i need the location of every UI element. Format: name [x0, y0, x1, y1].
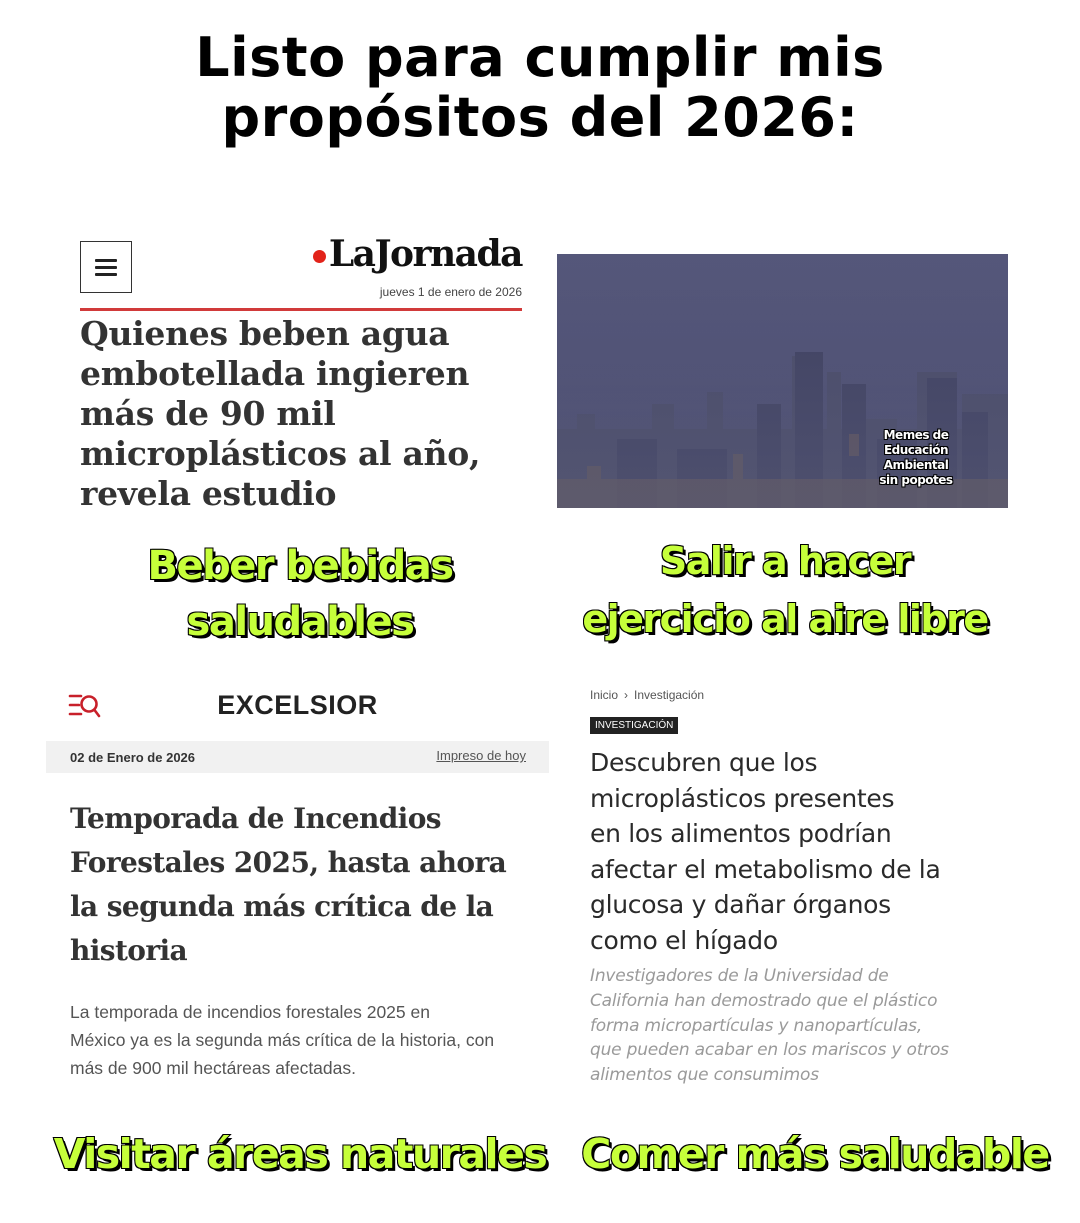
excelsior-date: 02 de Enero de 2026 — [70, 750, 196, 765]
subheadline-line: alimentos que consumimos — [590, 1065, 819, 1086]
caption-beber-bebidas — [80, 538, 520, 650]
subheadline-line: Investigadores de la Universidad de — [590, 966, 889, 986]
watermark-line: Ambiental — [883, 458, 949, 472]
lajornada-logo-dot-icon — [313, 250, 326, 263]
headline-line: Temporada de Incendios — [70, 802, 441, 835]
summary-line: más de 900 mil hectáreas afectadas. — [70, 1058, 356, 1078]
summary-line: La temporada de incendios forestales 2025 en — [70, 1002, 430, 1022]
subheadline-line: que pueden acabar en los mariscos y otros — [590, 1040, 949, 1061]
lajornada-date: jueves 1 de enero de 2026 — [379, 285, 522, 299]
impreso-de-hoy-link[interactable]: Impreso de hoy — [436, 748, 526, 763]
subheadline-line: forma micropartículas y nanopartículas, — [590, 1015, 923, 1036]
caption-visitar-areas: Visitar áreas naturales — [53, 1130, 547, 1178]
watermark-line: sin popotes — [879, 473, 953, 487]
breadcrumb — [590, 688, 704, 702]
main-title-line-1: Listo para cumplir mis — [195, 26, 885, 89]
headline-line: Forestales 2025, hasta ahora — [70, 846, 507, 879]
excelsior-logo[interactable]: EXCELSIOR — [217, 690, 378, 720]
caption-salir-ejercicio — [580, 532, 990, 648]
headline-line: más de 90 mil — [80, 394, 336, 433]
lajornada-logo-text: LaJornada — [328, 233, 522, 275]
caption-line: Beber bebidas — [147, 543, 453, 589]
watermark-line: Educación — [883, 443, 949, 457]
headline-line: como el hígado — [590, 925, 778, 955]
headline-line: en los alimentos podrían — [590, 819, 892, 848]
headline-line: embotellada ingieren — [80, 354, 470, 393]
headline-line: microplásticos presentes — [590, 783, 895, 813]
caption-line: saludables — [186, 599, 414, 645]
headline-line: Descubren que los — [590, 748, 818, 777]
caption-line: Salir a hacer — [659, 539, 911, 583]
excelsior-icon-graphic — [68, 692, 102, 720]
breadcrumb-section-link[interactable]: Investigación — [634, 688, 705, 702]
headline-line: microplásticos al año, — [80, 434, 481, 473]
lajornada-divider — [80, 308, 522, 311]
subheadline-line: California han demostrado que el plástico — [590, 990, 938, 1011]
investigacion-headline[interactable] — [590, 745, 1010, 958]
headline-line: Quienes beben agua — [80, 314, 450, 353]
lajornada-logo[interactable] — [300, 232, 522, 276]
excelsior-menu-search-icon[interactable] — [68, 692, 102, 720]
hamburger-icon-bar — [95, 259, 117, 262]
investigacion-subheadline — [590, 964, 1010, 1088]
excelsior-headline[interactable] — [70, 797, 540, 973]
hamburger-icon-bar — [95, 266, 117, 269]
headline-line: glucosa y dañar órganos — [590, 890, 891, 919]
headline-line: historia — [70, 934, 188, 967]
main-title-line-2: propósitos del 2026: — [221, 86, 859, 149]
smog-city-photo — [557, 254, 1008, 508]
lajornada-headline[interactable] — [80, 314, 530, 514]
memes-watermark — [868, 428, 964, 488]
caption-line: ejercicio al aire libre — [582, 597, 988, 641]
hamburger-icon-bar — [95, 273, 117, 276]
excelsior-summary — [70, 998, 540, 1082]
hamburger-menu-button[interactable] — [80, 241, 132, 293]
headline-line: afectar el metabolismo de la — [590, 854, 941, 884]
section-tag[interactable]: INVESTIGACIÓN — [590, 717, 678, 734]
summary-line: México ya es la segunda más crítica de la historia, con — [70, 1030, 495, 1050]
headline-line: la segunda más crítica de la — [70, 890, 494, 923]
main-title — [0, 28, 1080, 148]
watermark-line: Memes de — [883, 428, 949, 442]
breadcrumb-home-link[interactable]: Inicio — [590, 688, 619, 702]
caption-comer-saludable: Comer más saludable — [581, 1130, 1049, 1178]
headline-line: revela estudio — [80, 474, 337, 513]
breadcrumb-separator-icon: › — [624, 688, 629, 702]
